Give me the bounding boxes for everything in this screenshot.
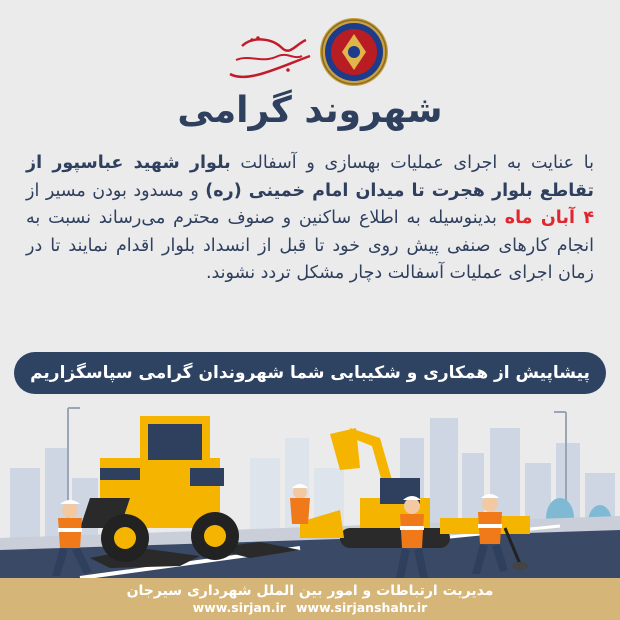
road-construction-illustration (0, 398, 620, 588)
footer-organization: مدیریت ارتباطات و امور بین الملل شهرداری سیرجان (126, 583, 494, 599)
thanks-banner: پیشاپیش از همکاری و شکیبایی شما شهروندان گرامی سپاسگزاریم (14, 352, 606, 394)
municipality-signature-logo (222, 26, 314, 86)
municipality-emblem-icon (318, 16, 390, 88)
header-logos (0, 10, 620, 90)
footer-websites (193, 600, 428, 616)
body-closure: و مسدود بودن مسیر از (26, 180, 206, 201)
body-location: بلوار شهید عباسپور از تقاطع بلوار هجرت تا میدان امام خمینی (ره) (26, 153, 594, 201)
website-link-sirjanshahr[interactable]: www.sirjanshahr.ir (295, 600, 428, 615)
website-link-sirjan[interactable]: www.sirjan.ir (192, 600, 286, 615)
announcement-body (26, 150, 594, 288)
page-title: شهروند گرامی (177, 90, 443, 131)
body-intro: با عنایت به اجرای عملیات بهسازی و آسفالت (230, 153, 594, 173)
body-request: بدینوسیله به اطلاع ساکنین و صنوف محترم می‌رساند نسبت به انجام کارهای صنفی پیش روی خود تا قبل از انسداد بلوار اقدام نمایند تا در زمان اجرای عملیات آسفالت دچار مشکل تردد نشوند. (26, 208, 594, 283)
footer (0, 578, 620, 620)
closure-date: ۴ آبان ماه (504, 208, 595, 228)
